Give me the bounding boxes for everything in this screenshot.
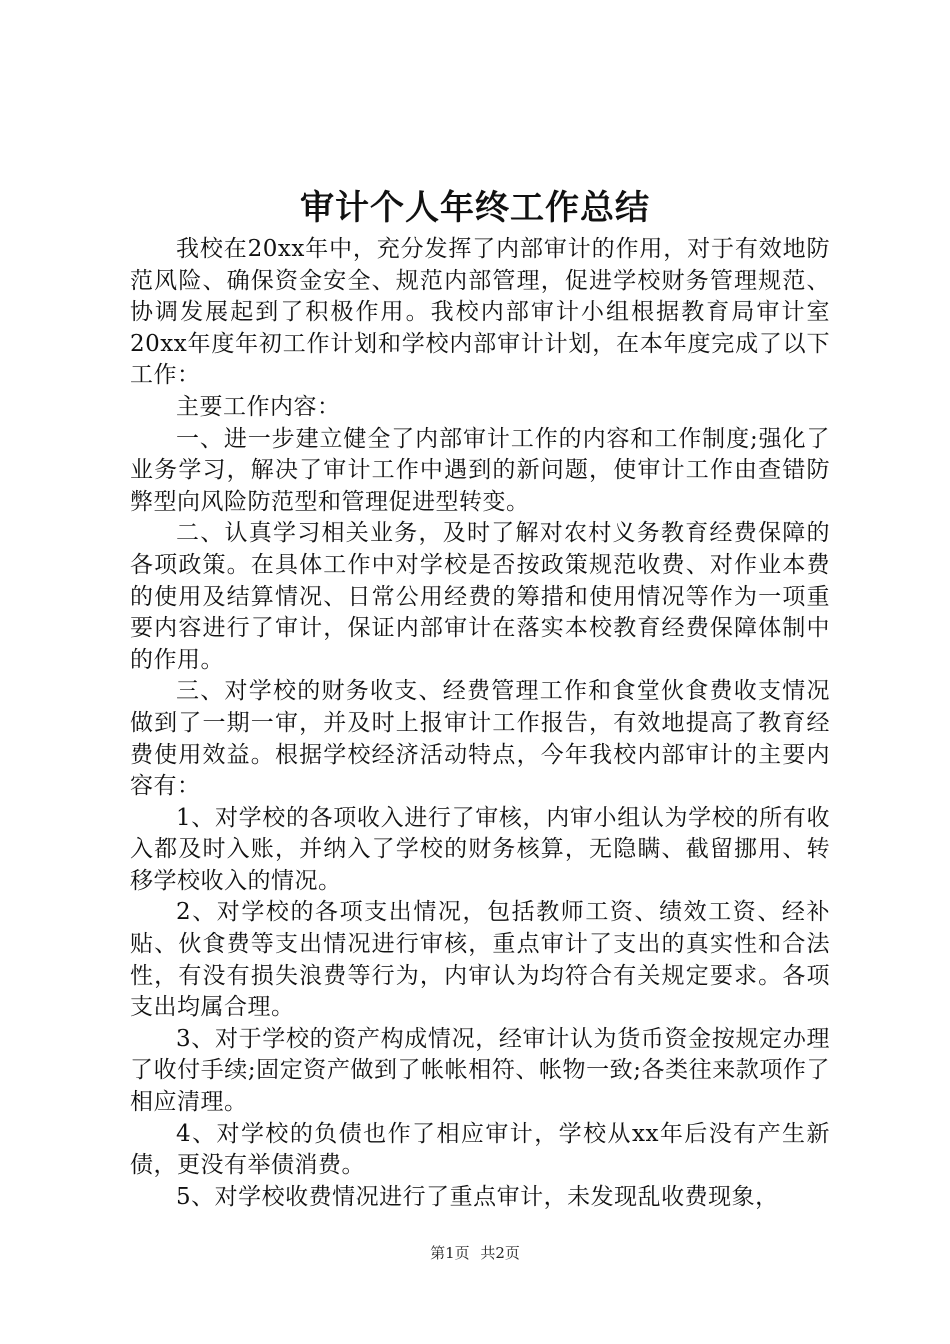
page-number: 第1页 (430, 1244, 470, 1262)
document-body (130, 234, 830, 1213)
paragraph-subitem-4: 4、对学校的负债也作了相应审计，学校从xx年后没有产生新债，更没有举债消费。 (130, 1120, 830, 1179)
paragraph-subitem-5: 5、对学校收费情况进行了重点审计，未发现乱收费现象， (176, 1183, 779, 1210)
paragraph-subitem-2: 2、对学校的各项支出情况，包括教师工资、绩效工资、经补贴、伙食费等支出情况进行审核，重点审计了支出的真实性和合法性，有没有损失浪费等行为，内审认为均符合有关规定要求。各项支出均属合理。 (130, 899, 830, 1021)
page-footer (0, 1243, 950, 1263)
paragraph-subitem-3: 3、对于学校的资产构成情况，经审计认为货币资金按规定办理了收付手续;固定资产做到了帐帐相符、帐物一致;各类往来款项作了相应清理。 (130, 1025, 830, 1116)
paragraph-item-1: 一、进一步建立健全了内部审计工作的内容和工作制度;强化了业务学习，解决了审计工作中遇到的新问题，使审计工作由查错防弊型向风险防范型和管理促进型转变。 (130, 425, 830, 515)
paragraph-main-content-heading: 主要工作内容： (176, 393, 341, 420)
paragraph-item-2: 二、认真学习相关业务，及时了解对农村义务教育经费保障的各项政策。在具体工作中对学校是否按政策规范收费、对作业本费的使用及结算情况、日常公用经费的筹措和使用情况等作为一项重要内容进行了审计，保证内部审计在落实本校教育经费保障体制中的作用。 (130, 520, 830, 673)
document-title: 审计个人年终工作总结 (300, 188, 650, 228)
paragraph-intro: 我校在20xx年中，充分发挥了内部审计的作用，对于有效地防范风险、确保资金安全、规范内部管理，促进学校财务管理规范、协调发展起到了积极作用。我校内部审计小组根据教育局审计室20xx年度年初工作计划和学校内部审计计划，在本年度完成了以下工作： (130, 236, 830, 389)
paragraph-subitem-1: 1、对学校的各项收入进行了审核，内审小组认为学校的所有收入都及时入账，并纳入了学校的财务核算，无隐瞒、截留挪用、转移学校收入的情况。 (130, 804, 830, 894)
paragraph-item-3: 三、对学校的财务收支、经费管理工作和食堂伙食费收支情况做到了一期一审，并及时上报审计工作报告，有效地提高了教育经费使用效益。根据学校经济活动特点，今年我校内部审计的主要内容有： (130, 678, 830, 800)
page-total: 共2页 (480, 1244, 520, 1262)
